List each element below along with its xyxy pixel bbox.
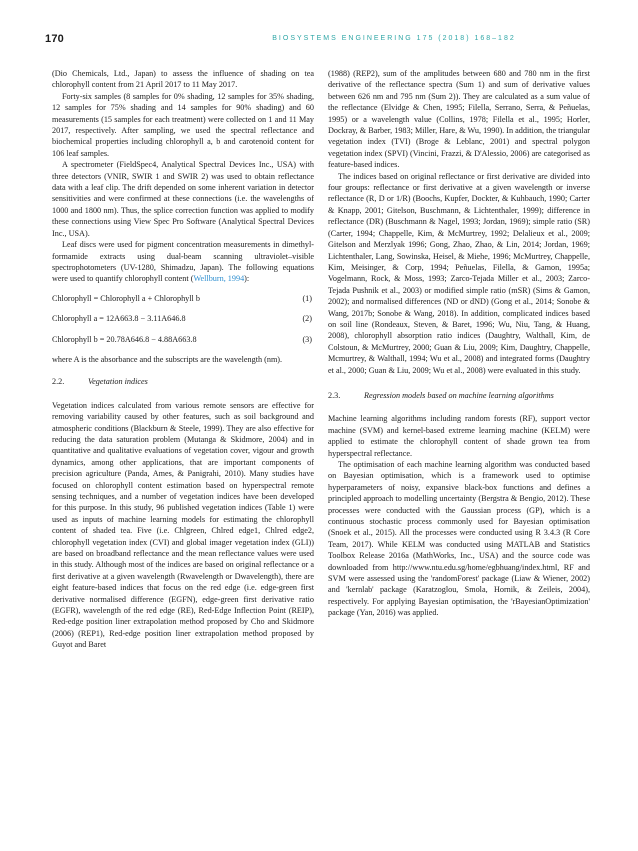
section-heading	[52, 376, 314, 387]
left-column	[52, 68, 314, 651]
citation-link[interactable]: Wellburn, 1994	[193, 274, 245, 284]
equation-text: Chlorophyll b = 20.78A646.8 − 4.88A663.8	[52, 334, 197, 344]
paragraph-text: ):	[244, 274, 250, 284]
section-heading	[328, 390, 590, 401]
page-header	[45, 33, 593, 47]
section-number: 2.3.	[328, 390, 341, 400]
page-number: 170	[45, 33, 64, 45]
paragraph: (1988) (REP2), sum of the amplitudes between 680 and 780 nm in the first derivative of the reflectance spectra (Sum 1) and sum of derivative values between 626 nm and 795 nm (Sum 2)). They are calculated as a sum value of the reflectance (Elvidge & Chen, 1995; Filella, Serrano, Serra, & Peñuelas, 1995) or a wavelength value (Collins, 1978; Filella et al., 1995; Horler, Dockray, & Barber, 1983; Miller, Hare, & Wu, 1990). In addition, the triangular vegetation index (TVI) (Broge & Leblanc, 2001) and spectral polygon vegetation index (SPVI) (Vincini, Frazzi, & D'Alessio, 2006) are categorised as feature-based indices.	[328, 69, 590, 170]
section-title: Regression models based on machine learning algorithms	[364, 390, 554, 400]
paragraph: Machine learning algorithms including random forests (RF), support vector machine (SVM) and kernel-based extreme learning machine (KELM) were applied to estimate the chlorophyll content of shade grown tea from hyperspectral reflectance.	[328, 414, 590, 458]
paragraph-text: Leaf discs were used for pigment concentration measurements in dimethyl-formamide extracts using dual-beam scanning ultraviolet–visible spectrophotometers (UV-1280, Shimadzu, Japan). The following equations were used to quantify chlorophyll content (	[52, 240, 314, 284]
section-number: 2.2.	[52, 377, 65, 387]
right-column	[328, 68, 590, 619]
paragraph: A spectrometer (FieldSpec4, Analytical Spectral Devices Inc., USA) with three detectors (VNIR, SWIR 1 and SWIR 2) was used to obtain reflectance data with a leaf clip. The drift depended on some inherent variation in detector sensitivities and were confirmed at these connections (i.e. the wavelengths of 1000 and 1800 nm). Thus, the splice correction function was applied to modify these connections using View Spec Pro Software (Analytical Spectral Devices Inc., USA).	[52, 160, 314, 238]
equation-2	[52, 313, 314, 324]
equation-text: Chlorophyll a = 12A663.8 − 3.11A646.8	[52, 314, 186, 324]
equation-text: Chlorophyll = Chlorophyll a + Chlorophyll b	[52, 293, 200, 303]
section-title: Vegetation indices	[88, 377, 148, 387]
journal-running-title: BIOSYSTEMS ENGINEERING 175 (2018) 168–182	[272, 35, 516, 42]
equation-number: (3)	[302, 334, 312, 344]
equation-number: (2)	[302, 314, 312, 324]
paragraph: (Dio Chemicals, Ltd., Japan) to assess the influence of shading on tea chlorophyll content from 21 April 2017 to 11 May 2017.	[52, 69, 314, 90]
equation-3	[52, 334, 314, 345]
equation-number: (1)	[302, 293, 312, 303]
paragraph: The optimisation of each machine learning algorithm was conducted based on Bayesian optimisation, which is a framework used to optimise hyperparameters of noisy, expansive black-box functions and defines a principled approach to modelling uncertainty (Bergstra & Bengio, 2012). These processes were conducted with the Gaussian process (GP), which is a continuous stochastic process commonly used for Bayesian optimisation (Snoek et al., 2015). All the processes were conducted using R 3.4.3 (R Core Team, 2017). While KELM was conducted using MATLAB and Statistics Toolbox Release 2016a (MathWorks, Inc., USA) and the source code was downloaded from http://www.ntu.edu.sg/home/egbhuang/index.html, RF and SVM were assessed using the 'randomForest' package (Liaw & Wiener, 2002) and 'kernlab' package (Karatzoglou, Smola, Hornik, & Zeileis, 2004), respectively. For applying Bayesian optimisation, the 'rBayesianOptimization' package (Yan, 2016) was applied.	[328, 460, 590, 618]
paragraph: Vegetation indices calculated from various remote sensors are effective for removing variability caused by other features, such as soil background and atmospheric conditions (Blackburn & Steele, 1999). They are also effective for reducing the data saturation problem (Mutanga & Skidmore, 2004) and in quantitative and qualitative evaluations of vegetation cover, vigour and growth dynamics, among other applications, that are important components of precision agriculture (Panda, Ames, & Panigrahi, 2010). Many studies have focused on chlorophyll content estimation based on hyperspectral remote sensing techniques, and a number of vegetation indices have been developed for this purpose. In this study, 96 published vegetation indices (Table 1) were used as inputs of machine learning models for estimating the chlorophyll content of shaded tea. Five (i.e. Chlgreen, Chlred edge1, Chlred edge2, chlorophyll vegetation index (CVI) and global imager vegetation index (GLI)) are based on broadband reflectance and the mean reflectance values were used in this study. Although most of the indices are based on original reflectance or a first derivative at a given wavelength (Rwavelength or Dwavelength), there are eight feature-based indices that focus on the red edge (i.e. edge-green first derivative normalised difference (EGFN), edge-green first derivative ratio (EGFR), wavelength of the red edge (RE), Red-Edge Inflection Point (REIP), Red-edge position liner extrapolation method proposed by Cho and Skidmore (2006) (REP1), Red-edge position liner extrapolation method proposed by Guyot and Baret	[52, 400, 314, 650]
equation-1	[52, 293, 314, 304]
paragraph	[52, 239, 314, 285]
paragraph: where A is the absorbance and the subscripts are the wavelength (nm).	[52, 354, 283, 364]
paragraph: The indices based on original reflectance or first derivative are divided into four groups: reflectance or first derivative at a given wavelength or inverse reflectance (R, D or 1/R) (Boochs, Kupfer, Dockter, & Kuhbauch, 1990; Carter & Knapp, 2001; Gitelson, Buschmann, & Lichtenthaler, 1999); difference in reflectance (DR) (Buschmann & Nagel, 1993; Jordan, 1969); simple ratio (SR) (Carter, 1994; Chappelle, Kim, & McMurtrey, 1992; Delalieux et al., 2009; Gitelson and Merzlyak 1996; Gong, Zhao, Zhao, & Lin, 2014; Jordan, 1969; Lichtenthaler, Lang, Sowinska, Heisel, & Miehe, 1996; McMurtrey, Chappelle, Kim, Meisinger, & Corp, 1994; Peñuelas, Filella, & Gamon, 1995a; Vogelmann, Rock, & Moss, 1993; Zarco-Tejada Miller et al., 2003; Zarco-Tejada Pushnik et al., 2003) or modified simple ratio (mSR) (Sims & Gamon, 2002); and normalised differences (ND or dND) (Gong et al., 2014; Sonobe & Wang, 2017b; Sonobe & Wang, 2018). In addition, complicated indices based on soil line (Rondeaux, Steven, & Baret, 1996; Wu, Niu, Tang, & Huang, 2008), chlorophyll absorption ratio indices (Daughtry, Walthall, Kim, de Colstoun, & McMurtrey, 2000; Guan & Liu, 2009; Kim, Daughtry, Chappelle, Mcmurtrey, & Walthall, 1994; Wu et al., 2008) and integrated forms (Daughtry et al., 2000; Guan & Liu, 2009; Wu et al., 2008) were evaluated in this study.	[328, 171, 590, 375]
paragraph: Forty-six samples (8 samples for 0% shading, 12 samples for 35% shading, 12 samples for 75% shading and 14 samples for 90% shading) and 60 measurements (15 samples for each treatment) were collected on 1 and 11 May 2017, respectively. After sampling, we used the spectral reflectance and biochemical properties including chlorophyll a, b and carotenoid content for 106 leaf samples.	[52, 91, 314, 158]
